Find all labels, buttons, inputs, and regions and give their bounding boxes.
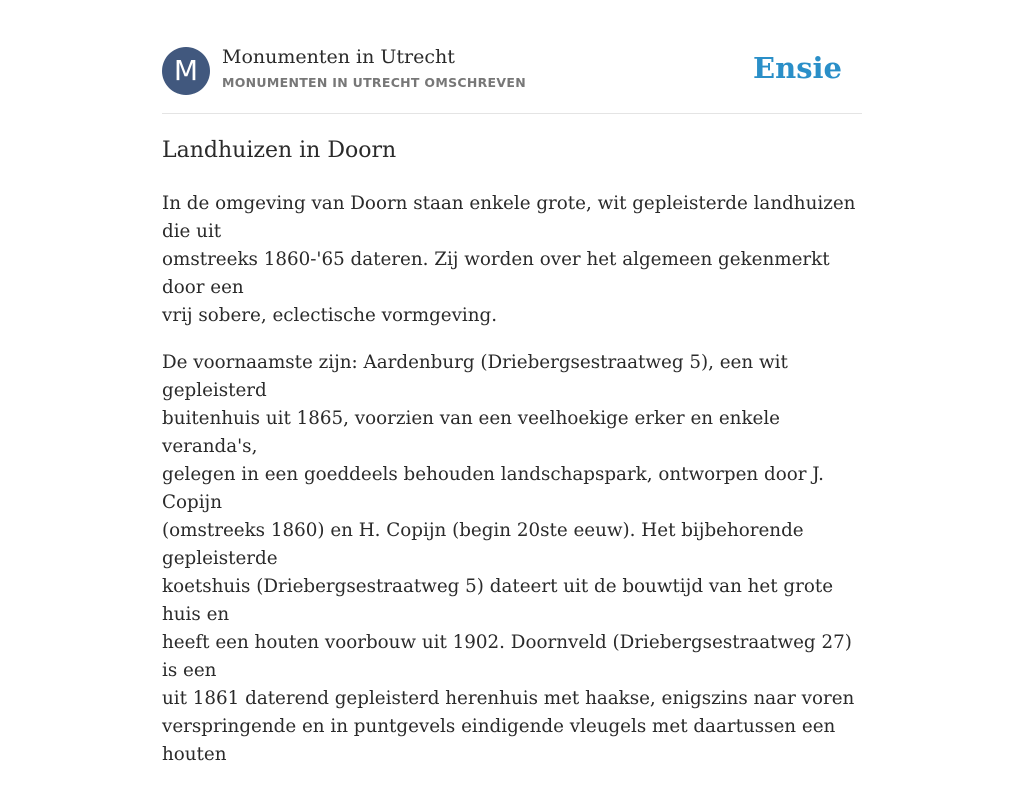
site-subtitle: MONUMENTEN IN UTRECHT OMSCHREVEN — [222, 75, 526, 90]
brand-logo[interactable]: Ensie — [753, 51, 842, 85]
paragraph — [162, 349, 872, 769]
text-line: (omstreeks 1860) en H. Copijn (begin 20ste eeuw). Het bijbehorende gepleisterde — [162, 520, 804, 569]
text-line: In de omgeving van Doorn staan enkele grote, wit gepleisterde landhuizen die uit — [162, 193, 856, 242]
article-body — [162, 190, 872, 788]
text-line: koetshuis (Driebergsestraatweg 5) dateert uit de bouwtijd van het grote huis en — [162, 576, 834, 625]
header-divider — [162, 113, 862, 114]
text-line: heeft een houten voorbouw uit 1902. Doornveld (Driebergsestraatweg 27) is een — [162, 632, 852, 681]
site-title[interactable]: Monumenten in Utrecht — [222, 46, 455, 68]
text-line: buitenhuis uit 1865, voorzien van een veelhoekige erker en enkele veranda's, — [162, 408, 781, 457]
text-line: uit 1861 daterend gepleisterd herenhuis met haakse, enigszins naar voren — [162, 688, 855, 709]
text-line: De voornaamste zijn: Aardenburg (Driebergsestraatweg 5), een wit gepleisterd — [162, 352, 788, 401]
avatar[interactable]: M — [162, 47, 210, 95]
paragraph — [162, 190, 872, 330]
text-line: vrij sobere, eclectische vormgeving. — [162, 305, 498, 326]
text-line: gelegen in een goeddeels behouden landschapspark, ontworpen door J. Copijn — [162, 464, 824, 513]
text-line: verspringende en in puntgevels eindigende vleugels met daartussen een houten — [162, 716, 836, 765]
text-line: omstreeks 1860-'65 dateren. Zij worden over het algemeen gekenmerkt door een — [162, 249, 830, 298]
site-header — [162, 46, 862, 96]
article-title: Landhuizen in Doorn — [162, 138, 397, 163]
